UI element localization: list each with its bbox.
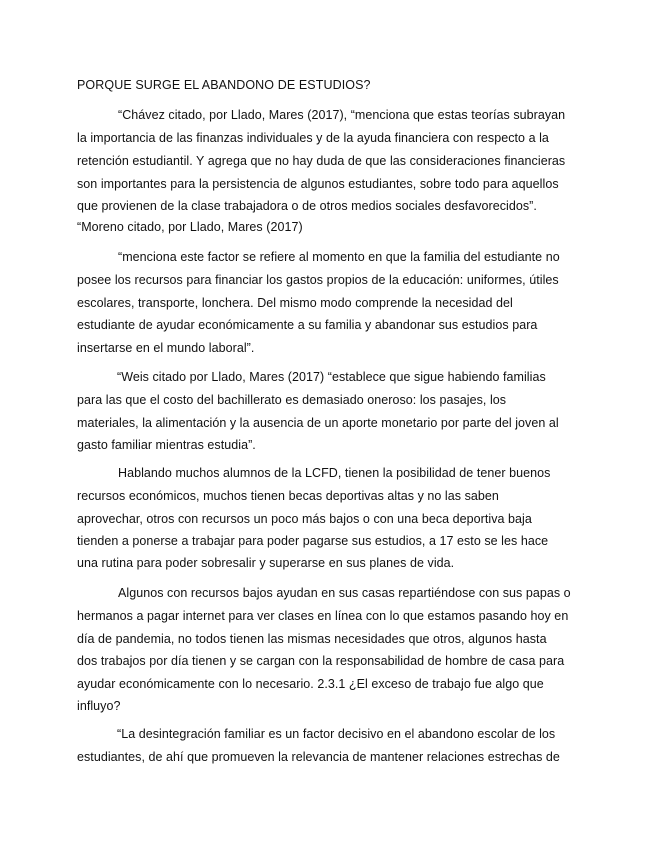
paragraph-1-line-3: retención estudiantil. Y agrega que no hay duda de que las consideraciones financieras	[77, 154, 566, 168]
paragraph-1-line-4: son importantes para la persistencia de algunos estudiantes, sobre todo para aquellos	[77, 177, 559, 191]
paragraph-6-line-1: “La desintegración familiar es un factor decisivo en el abandono escolar de los	[117, 727, 556, 741]
paragraph-3-line-4: gasto familiar mientras estudia”.	[77, 438, 256, 452]
paragraph-2-line-2: posee los recursos para financiar los gastos propios de la educación: uniformes, útiles	[77, 273, 559, 287]
paragraph-5-line-1: Algunos con recursos bajos ayudan en sus casas repartiéndose con sus papas o	[118, 586, 571, 600]
paragraph-3-line-3: materiales, la alimentación y la ausencia de un aporte monetario por parte del joven al	[77, 416, 559, 430]
paragraph-4-line-5: una rutina para poder sobresalir y superarse en sus planes de vida.	[77, 556, 455, 570]
paragraph-1-line-6: “Moreno citado, por Llado, Mares (2017)	[77, 220, 303, 234]
paragraph-3-line-2: para las que el costo del bachillerato es demasiado oneroso: los pasajes, los	[77, 393, 507, 407]
paragraph-5-line-4: dos trabajos por día tienen y se cargan con la responsabilidad de hombre de casa para	[77, 654, 565, 668]
paragraph-5-line-5: ayudar económicamente con lo necesario. 2.3.1 ¿El exceso de trabajo fue algo que	[77, 677, 544, 691]
paragraph-4-line-3: aprovechar, otros con recursos un poco más bajos o con una beca deportiva baja	[77, 512, 532, 526]
paragraph-5-line-3: día de pandemia, no todos tienen las mismas necesidades que otros, algunos hasta	[77, 632, 547, 646]
paragraph-6-line-2: estudiantes, de ahí que promueven la relevancia de mantener relaciones estrechas de	[77, 750, 560, 764]
document-heading: PORQUE SURGE EL ABANDONO DE ESTUDIOS?	[77, 78, 371, 92]
paragraph-2-line-1: “menciona este factor se refiere al momento en que la familia del estudiante no	[118, 250, 560, 264]
paragraph-5-line-6: influyo?	[77, 699, 121, 713]
paragraph-1-line-5: que provienen de la clase trabajadora o de otros medios sociales desfavorecidos”.	[77, 199, 537, 213]
paragraph-2-line-5: insertarse en el mundo laboral”.	[77, 341, 255, 355]
paragraph-2-line-3: escolares, transporte, lonchera. Del mismo modo comprende la necesidad del	[77, 296, 513, 310]
paragraph-4-line-1: Hablando muchos alumnos de la LCFD, tienen la posibilidad de tener buenos	[118, 466, 551, 480]
paragraph-1-line-1: “Chávez citado, por Llado, Mares (2017), “menciona que estas teorías subrayan	[118, 108, 566, 122]
paragraph-2-line-4: estudiante de ayudar económicamente a su familia y abandonar sus estudios para	[77, 318, 538, 332]
paragraph-1-line-2: la importancia de las finanzas individuales y de la ayuda financiera con respecto a la	[77, 131, 549, 145]
paragraph-5-line-2: hermanos a pagar internet para ver clases en línea con lo que estamos pasando hoy en	[77, 609, 569, 623]
paragraph-4-line-4: tienden a ponerse a trabajar para poder pagarse sus estudios, a 17 esto se les hace	[77, 534, 549, 548]
paragraph-4-line-2: recursos económicos, muchos tienen becas deportivas altas y no las saben	[77, 489, 499, 503]
paragraph-3-line-1: “Weis citado por Llado, Mares (2017) “establece que sigue habiendo familias	[117, 370, 546, 384]
